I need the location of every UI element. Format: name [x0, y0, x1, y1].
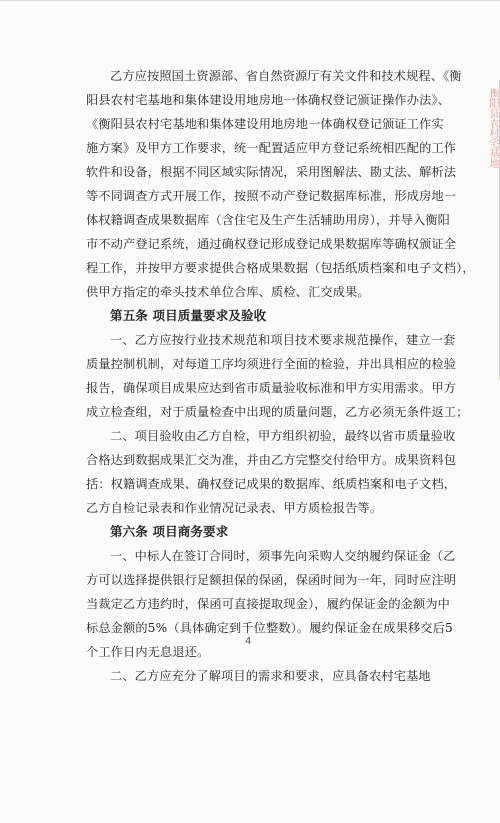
text-line: 市不动产登记系统，通过确权登记形成登记成果数据库等确权颁证全 [86, 237, 457, 251]
text-line: 《衡阳县农村宅基地和集体建设用地房地一体确权登记颁证工作实 [86, 117, 444, 131]
text-line: 质量控制机制，对每道工序均须进行全面的检验，并出具相应的检验 [86, 357, 457, 371]
text-line: 乙方应按照国土资源部、省自然资源厅有关文件和技术规程、《衡 [110, 69, 462, 83]
side-seal-stamp: 衡阳县农村宅基地 [487, 88, 498, 168]
text-line: 括：权籍调查成果、确权登记成果的数据库、纸质档案和电子文档， [86, 477, 457, 491]
text-line: 二、乙方应充分了解项目的需求和要求，应具备农村宅基地 [110, 669, 431, 683]
text-line: 一、乙方应按行业技术规范和项目技术要求规范操作，建立一套 [110, 333, 456, 347]
text-line: 方可以选择提供银行足额担保的保函，保函时间为一年，同时应注明 [86, 573, 457, 587]
document-body [86, 64, 475, 688]
text-line: 乙方自检记录表和作业情况记录表、甲方质检报告等。 [86, 501, 383, 515]
text-line: 软件和设备，根据不同区域实际情况，采用图解法、勘丈法、解析法 [86, 165, 457, 179]
section-heading: 第五条 项目质量要求及验收 [110, 308, 267, 323]
text-line: 报告，确保项目成果应达到省市质量验收标准和甲方实用需求。甲方 [86, 381, 457, 395]
text-line: 标总金额的5%（具体确定到千位整数）。履约保证金在成果移交后5 [86, 621, 453, 635]
text-line: 程工作，并按甲方要求提供合格成果数据（包括纸质档案和电子文档）， [86, 261, 475, 275]
section-heading: 第六条 项目商务要求 [110, 524, 229, 539]
text-line: 当裁定乙方违约时，保函可直接提取现金），履约保证金的金额为中 [86, 597, 451, 611]
text-line: 阳县农村宅基地和集体建设用地房地一体确权登记颁证操作办法》、 [86, 93, 451, 107]
text-line: 二、项目验收由乙方自检，甲方组织初验，最终以省市质量验收 [110, 429, 456, 443]
page-top-edge [0, 0, 500, 1]
text-line: 施方案》及甲方工作要求，统一配置适应甲方登记系统相匹配的工作 [86, 141, 457, 155]
text-line: 个工作日内无息退还。 [86, 645, 210, 659]
text-line: 体权籍调查成果数据库（含住宅及生产生活辅助用房），并导入衡阳 [86, 213, 451, 227]
text-line: 合格达到数据成果汇交为准，并由乙方完整交付给甲方。成果资料包 [86, 453, 457, 467]
text-line: 一、中标人在签订合同时，须事先向采购人交纳履约保证金（乙 [110, 549, 456, 563]
text-line: 等不同调查方式开展工作，按照不动产登记数据库标准，形成房地一 [86, 189, 457, 203]
text-line: 供甲方指定的牵头技术单位合库、质检、汇交成果。 [86, 285, 370, 299]
text-line: 成立检查组，对于质量检查中出现的质量问题，乙方必须无条件返工； [86, 405, 469, 419]
page-number: 4 [245, 636, 252, 647]
